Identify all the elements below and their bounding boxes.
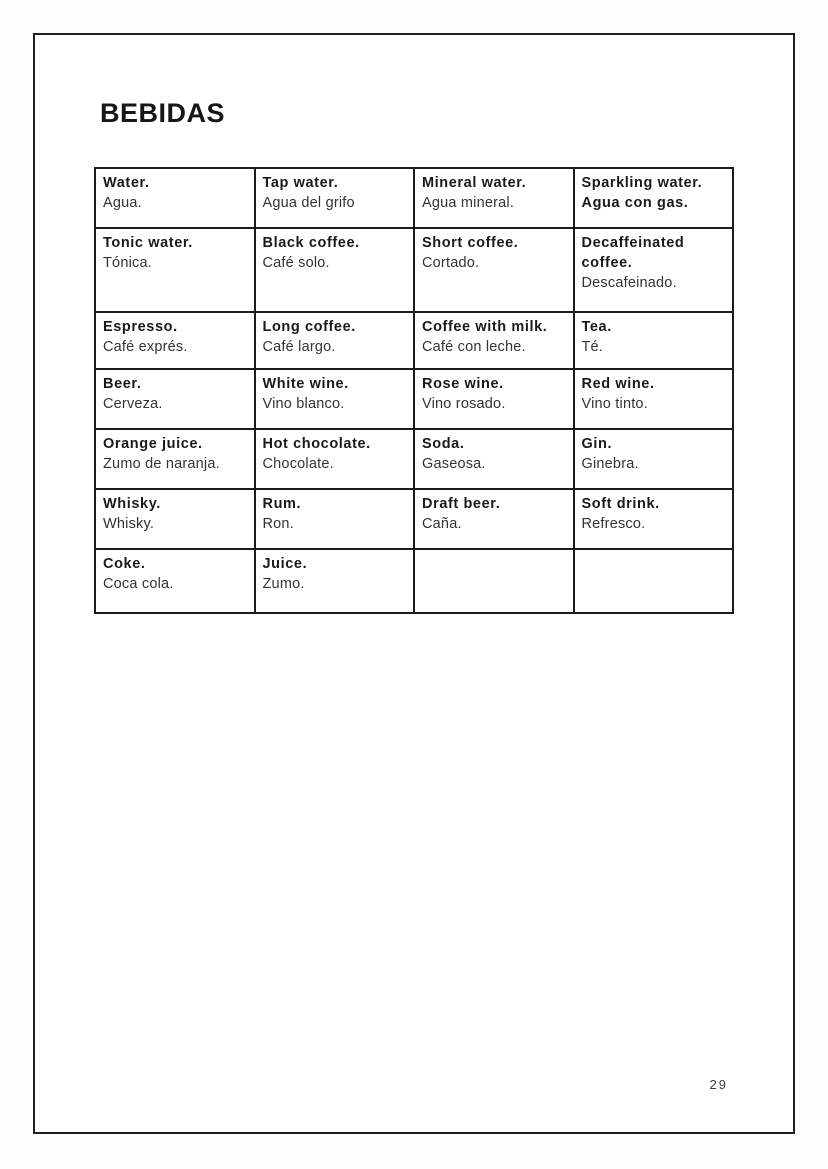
term-english: Sparkling water. xyxy=(581,175,703,191)
page-number: 29 xyxy=(709,1077,728,1092)
table-cell xyxy=(574,489,734,549)
table-row xyxy=(95,369,733,429)
table-cell xyxy=(95,228,255,312)
table-row xyxy=(95,549,733,613)
term-spanish: Ginebra. xyxy=(581,456,639,472)
term-spanish: Ron. xyxy=(262,516,294,532)
table-row xyxy=(95,228,733,312)
table-cell xyxy=(574,312,734,369)
table-cell xyxy=(95,168,255,228)
table-row xyxy=(95,429,733,489)
term-english: Red wine. xyxy=(581,376,655,392)
table-cell xyxy=(95,429,255,489)
term-spanish: Café con leche. xyxy=(422,339,526,355)
term-english: Decaffeinated coffee. xyxy=(581,235,685,271)
term-english: Short coffee. xyxy=(422,235,519,251)
table-cell xyxy=(95,489,255,549)
drinks-table-body xyxy=(95,168,733,613)
term-english: Water. xyxy=(103,175,150,191)
term-spanish: Cerveza. xyxy=(103,396,163,412)
term-english: Orange juice. xyxy=(103,436,203,452)
term-english: Coffee with milk. xyxy=(422,319,548,335)
term-english: Black coffee. xyxy=(262,235,360,251)
table-cell-empty xyxy=(574,549,734,613)
table-cell xyxy=(414,228,574,312)
term-english: Whisky. xyxy=(103,496,161,512)
table-cell xyxy=(255,369,415,429)
term-english: Espresso. xyxy=(103,319,178,335)
term-english: Soda. xyxy=(422,436,465,452)
term-spanish: Zumo de naranja. xyxy=(103,456,220,472)
table-cell xyxy=(414,429,574,489)
term-english: Rose wine. xyxy=(422,376,504,392)
table-cell xyxy=(255,228,415,312)
table-cell xyxy=(574,228,734,312)
table-cell xyxy=(414,312,574,369)
term-spanish: Gaseosa. xyxy=(422,456,486,472)
table-cell xyxy=(255,168,415,228)
term-spanish: Caña. xyxy=(422,516,462,532)
table-cell xyxy=(95,549,255,613)
term-english: White wine. xyxy=(262,376,349,392)
document-page xyxy=(33,33,795,1134)
table-cell xyxy=(255,549,415,613)
table-cell xyxy=(574,369,734,429)
term-spanish: Té. xyxy=(581,339,604,355)
term-english: Soft drink. xyxy=(581,496,660,512)
term-spanish: Tónica. xyxy=(103,255,152,271)
term-spanish: Cortado. xyxy=(422,255,480,271)
table-cell xyxy=(414,168,574,228)
table-cell xyxy=(414,369,574,429)
term-spanish: Vino tinto. xyxy=(581,396,648,412)
term-spanish: Agua del grifo xyxy=(262,195,355,211)
table-cell xyxy=(95,312,255,369)
table-cell xyxy=(574,429,734,489)
table-cell xyxy=(414,489,574,549)
term-spanish: Agua con gas. xyxy=(581,195,689,211)
term-spanish: Coca cola. xyxy=(103,576,174,592)
term-spanish: Agua. xyxy=(103,195,142,211)
term-spanish: Refresco. xyxy=(581,516,646,532)
table-cell xyxy=(255,489,415,549)
term-spanish: Café solo. xyxy=(262,255,330,271)
term-english: Juice. xyxy=(262,556,308,572)
term-spanish: Whisky. xyxy=(103,516,155,532)
term-english: Draft beer. xyxy=(422,496,501,512)
drinks-vocabulary-table xyxy=(94,167,734,614)
term-english: Beer. xyxy=(103,376,142,392)
term-english: Long coffee. xyxy=(262,319,356,335)
term-english: Tonic water. xyxy=(103,235,193,251)
term-spanish: Zumo. xyxy=(262,576,305,592)
term-spanish: Vino rosado. xyxy=(422,396,506,412)
term-spanish: Chocolate. xyxy=(262,456,334,472)
table-cell xyxy=(255,312,415,369)
page-title: BEBIDAS xyxy=(100,98,226,128)
table-row xyxy=(95,168,733,228)
term-spanish: Agua mineral. xyxy=(422,195,515,211)
term-english: Tap water. xyxy=(262,175,339,191)
term-english: Rum. xyxy=(262,496,302,512)
term-spanish: Descafeinado. xyxy=(581,275,677,291)
table-row xyxy=(95,489,733,549)
table-cell-empty xyxy=(414,549,574,613)
term-english: Coke. xyxy=(103,556,146,572)
term-spanish: Vino blanco. xyxy=(262,396,345,412)
term-english: Mineral water. xyxy=(422,175,527,191)
term-english: Tea. xyxy=(581,319,612,335)
term-english: Hot chocolate. xyxy=(262,436,371,452)
term-english: Gin. xyxy=(581,436,613,452)
table-row xyxy=(95,312,733,369)
table-cell xyxy=(574,168,734,228)
term-spanish: Café exprés. xyxy=(103,339,188,355)
term-spanish: Café largo. xyxy=(262,339,336,355)
table-cell xyxy=(255,429,415,489)
table-cell xyxy=(95,369,255,429)
